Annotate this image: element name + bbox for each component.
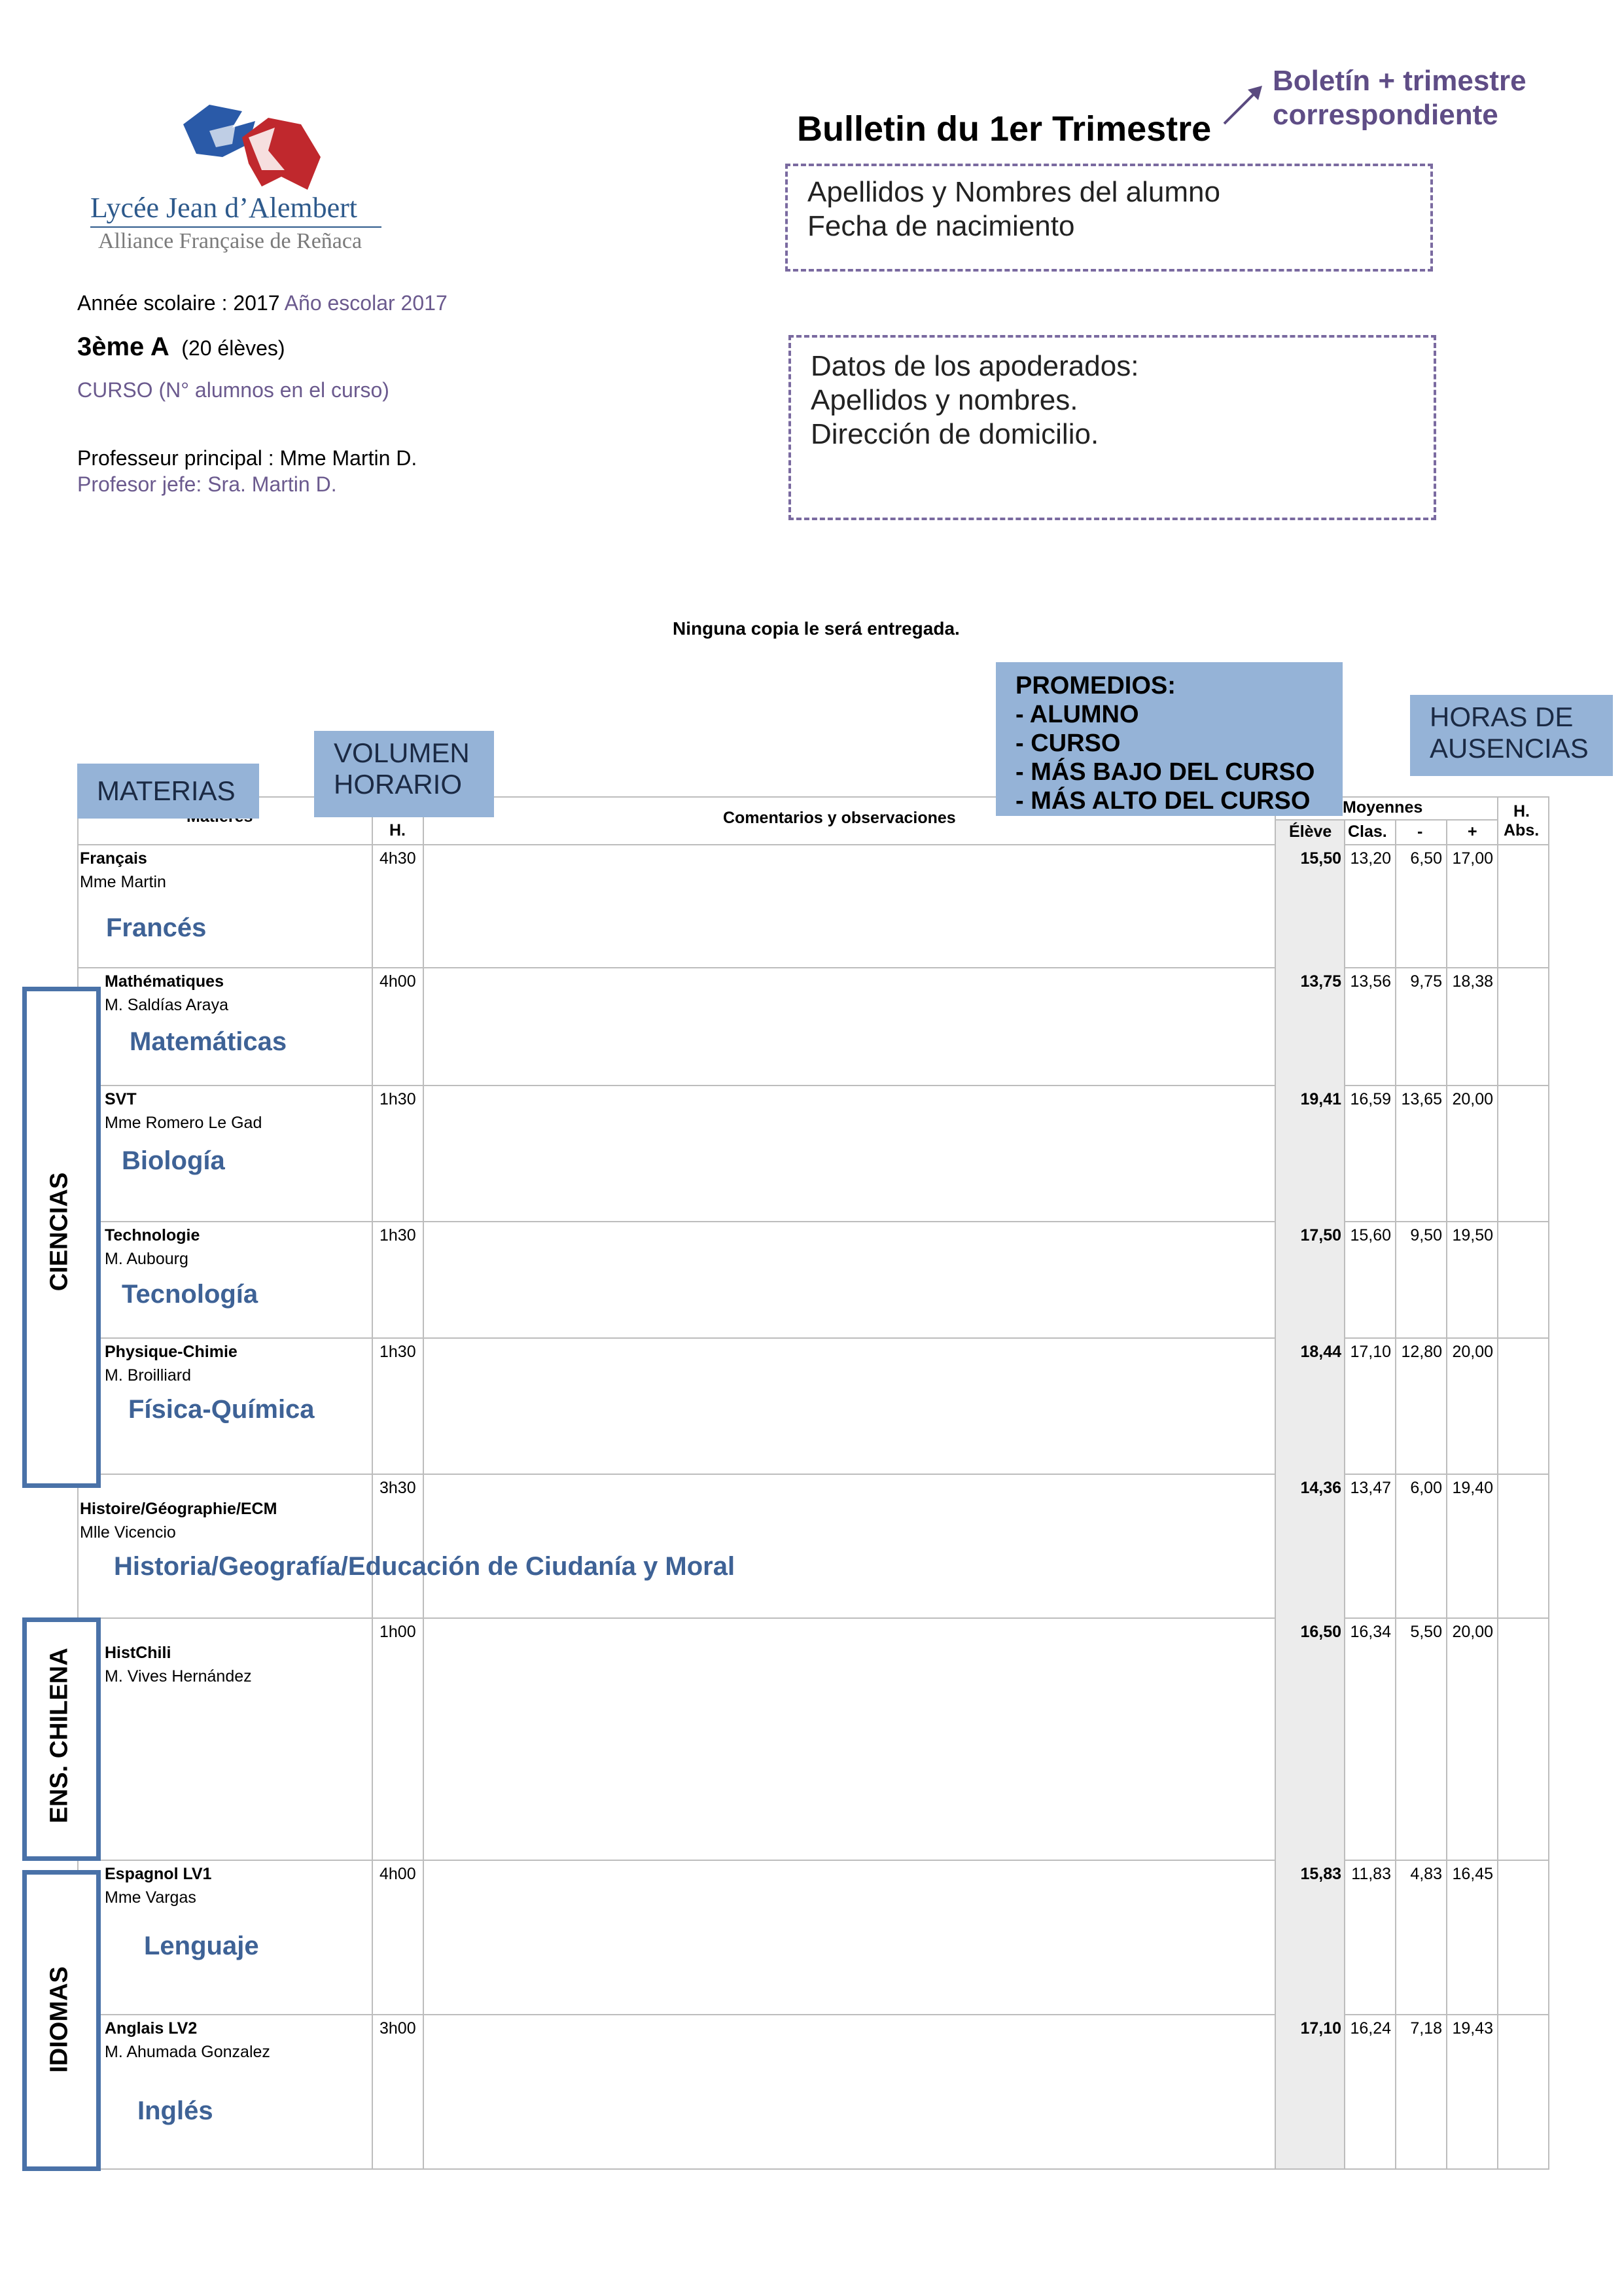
teacher-name: M. Aubourg [105, 1250, 188, 1268]
subject-translation: Historia/Geografía/Educación de Ciudanía y Moral [114, 1552, 735, 1581]
avg-class: 11,83 [1351, 1865, 1391, 1883]
parents-title: Datos de los apoderados: [811, 350, 1139, 382]
teacher-fr: Professeur principal : Mme Martin D. [77, 446, 417, 470]
hours: 1h30 [380, 1090, 416, 1108]
header-max: + [1468, 822, 1477, 841]
avg-eleve: 14,36 [1300, 1479, 1341, 1497]
student-name-label: Apellidos y Nombres del alumno [807, 176, 1220, 208]
avg-class: 13,56 [1350, 972, 1391, 991]
parents-address-label: Dirección de domicilio. [811, 418, 1099, 450]
avg-max: 19,50 [1452, 1226, 1493, 1245]
subject-name: HistChili [105, 1644, 171, 1662]
arrow-up-right-icon [1220, 82, 1266, 128]
callout-promedios-line: - MÁS BAJO DEL CURSO [1015, 758, 1315, 786]
avg-class: 15,60 [1350, 1226, 1391, 1245]
avg-min: 5,50 [1410, 1623, 1442, 1641]
school-year-es: Año escolar 2017 [284, 291, 448, 315]
school-logo [85, 98, 393, 255]
teacher-name: Mlle Vicencio [80, 1523, 176, 1542]
teacher-name: M. Ahumada Gonzalez [105, 2043, 270, 2061]
copy-notice: Ninguna copia le será entregada. [673, 618, 960, 639]
callout-promedios-line: - ALUMNO [1015, 701, 1139, 728]
subject-translation: Física-Química [128, 1395, 315, 1424]
callout-volumen-text [314, 731, 494, 807]
avg-max: 18,38 [1452, 972, 1493, 991]
subject-name: Physique-Chimie [105, 1343, 238, 1361]
callout-promedios [996, 662, 1343, 816]
header-h: H. [389, 821, 406, 839]
parents-info-box [788, 335, 1436, 520]
class-count: (20 élèves) [181, 336, 285, 360]
hours: 1h30 [380, 1226, 416, 1245]
parents-names-label: Apellidos y nombres. [811, 384, 1078, 416]
subject-name: SVT [105, 1090, 137, 1108]
hours: 4h30 [380, 849, 416, 868]
table-line [1497, 796, 1498, 2170]
hours: 4h00 [380, 972, 416, 991]
avg-max: 19,40 [1452, 1479, 1493, 1497]
avg-max: 17,00 [1452, 849, 1493, 868]
teacher-name: Mme Martin [80, 873, 166, 891]
avg-min: 13,65 [1401, 1090, 1442, 1108]
subject-translation: Matemáticas [130, 1027, 287, 1056]
hours: 1h30 [380, 1343, 416, 1361]
callout-materias-text: MATERIAS [97, 775, 236, 806]
subject-name: Histoire/Géographie/ECM [80, 1500, 277, 1518]
student-info-box [785, 164, 1433, 272]
class-name: 3ème A [77, 332, 169, 361]
avg-eleve: 13,75 [1300, 972, 1341, 991]
avg-eleve: 15,83 [1300, 1865, 1341, 1883]
logo-name: Lycée Jean d’Alembert [90, 192, 358, 224]
avg-min: 7,18 [1410, 2019, 1442, 2038]
callout-volumen-line: VOLUMEN [334, 737, 470, 768]
avg-max: 20,00 [1452, 1623, 1493, 1641]
group-box-ciencias [22, 987, 101, 1488]
teacher-name: M. Saldías Araya [105, 996, 228, 1014]
avg-eleve: 16,50 [1300, 1623, 1341, 1641]
subject-translation: Francés [106, 913, 207, 942]
hours: 3h30 [380, 1479, 416, 1497]
lycee-logo-icon [170, 98, 327, 196]
teacher-name: Mme Vargas [105, 1888, 196, 1907]
avg-class: 13,47 [1350, 1479, 1391, 1497]
teacher-name: M. Broilliard [105, 1366, 191, 1385]
title-annotation [1273, 64, 1527, 132]
teacher-name: M. Vives Hernández [105, 1667, 252, 1686]
callout-promedios-text [996, 662, 1343, 824]
group-label-ciencias: CIENCIAS [45, 1172, 73, 1292]
avg-min: 6,00 [1410, 1479, 1442, 1497]
hours: 4h00 [380, 1865, 416, 1883]
page-title: Bulletin du 1er Trimestre [797, 109, 1212, 149]
avg-max: 16,45 [1452, 1865, 1493, 1883]
table-line [77, 2168, 1549, 2170]
logo-subtitle: Alliance Française de Reñaca [98, 229, 362, 253]
group-box-idiomas [22, 1870, 101, 2171]
avg-min: 12,80 [1401, 1343, 1442, 1361]
avg-eleve: 19,41 [1300, 1090, 1341, 1108]
table-line [1548, 796, 1549, 2170]
header-min: - [1417, 822, 1423, 841]
header-abs: H. [1513, 802, 1530, 821]
table-line [372, 796, 373, 2170]
avg-min: 4,83 [1410, 1865, 1442, 1883]
avg-eleve: 17,10 [1300, 2019, 1341, 2038]
subject-translation: Lenguaje [144, 1932, 259, 1960]
avg-class: 16,34 [1350, 1623, 1391, 1641]
group-box-chilena [22, 1617, 101, 1861]
callout-horas-text [1410, 695, 1613, 771]
teacher-es: Profesor jefe: Sra. Martin D. [77, 472, 337, 496]
avg-class: 17,10 [1350, 1343, 1391, 1361]
subject-name: Espagnol LV1 [105, 1865, 212, 1883]
header-comments: Comentarios y observaciones [723, 809, 956, 827]
subject-translation: Inglés [137, 2096, 213, 2125]
avg-max: 20,00 [1452, 1343, 1493, 1361]
header-moyennes: Moyennes [1343, 798, 1423, 817]
hours: 3h00 [380, 2019, 416, 2038]
callout-horas-line: HORAS DE [1430, 701, 1574, 732]
group-label-idiomas: IDIOMAS [45, 1966, 73, 2073]
avg-eleve: 15,50 [1300, 849, 1341, 868]
callout-promedios-line: - MÁS ALTO DEL CURSO [1015, 787, 1311, 815]
avg-eleve: 18,44 [1300, 1343, 1341, 1361]
school-year-fr: Année scolaire : 2017 [77, 291, 280, 315]
subject-name: Technologie [105, 1226, 200, 1245]
callout-horas-line: AUSENCIAS [1430, 733, 1589, 764]
subject-name: Anglais LV2 [105, 2019, 198, 2038]
subject-translation: Tecnología [122, 1280, 258, 1309]
group-label-chilena: ENS. CHILENA [45, 1648, 73, 1824]
student-birth-label: Fecha de nacimiento [807, 210, 1075, 242]
title-annotation-line: correspondiente [1273, 99, 1498, 131]
class-info [77, 332, 285, 362]
class-note: CURSO (N° alumnos en el curso) [77, 378, 389, 402]
subject-translation: Biología [122, 1146, 225, 1175]
avg-class: 16,24 [1350, 2019, 1391, 2038]
callout-materias [77, 764, 259, 819]
header-clas: Clas. [1348, 822, 1387, 841]
hours: 1h00 [380, 1623, 416, 1641]
avg-max: 20,00 [1452, 1090, 1493, 1108]
teacher-name: Mme Romero Le Gad [105, 1114, 262, 1132]
avg-min: 6,50 [1410, 849, 1442, 868]
table-line [423, 796, 424, 2170]
avg-max: 19,43 [1452, 2019, 1493, 2038]
subject-name: Français [80, 849, 147, 868]
avg-min: 9,50 [1410, 1226, 1442, 1245]
logo-underline [90, 226, 381, 228]
callout-horas [1410, 695, 1613, 776]
avg-class: 13,20 [1350, 849, 1391, 868]
avg-class: 16,59 [1350, 1090, 1391, 1108]
callout-promedios-line: - CURSO [1015, 730, 1121, 757]
avg-eleve: 17,50 [1300, 1226, 1341, 1245]
title-annotation-line: Boletín + trimestre [1273, 65, 1527, 97]
header-eleve: Élève [1289, 822, 1332, 841]
header-abs-2: Abs. [1504, 821, 1540, 839]
callout-promedios-line: PROMEDIOS: [1015, 672, 1176, 699]
callout-volumen [314, 731, 494, 817]
avg-min: 9,75 [1410, 972, 1442, 991]
subject-name: Mathématiques [105, 972, 224, 991]
callout-volumen-line: HORARIO [334, 769, 463, 800]
school-year [77, 291, 448, 315]
